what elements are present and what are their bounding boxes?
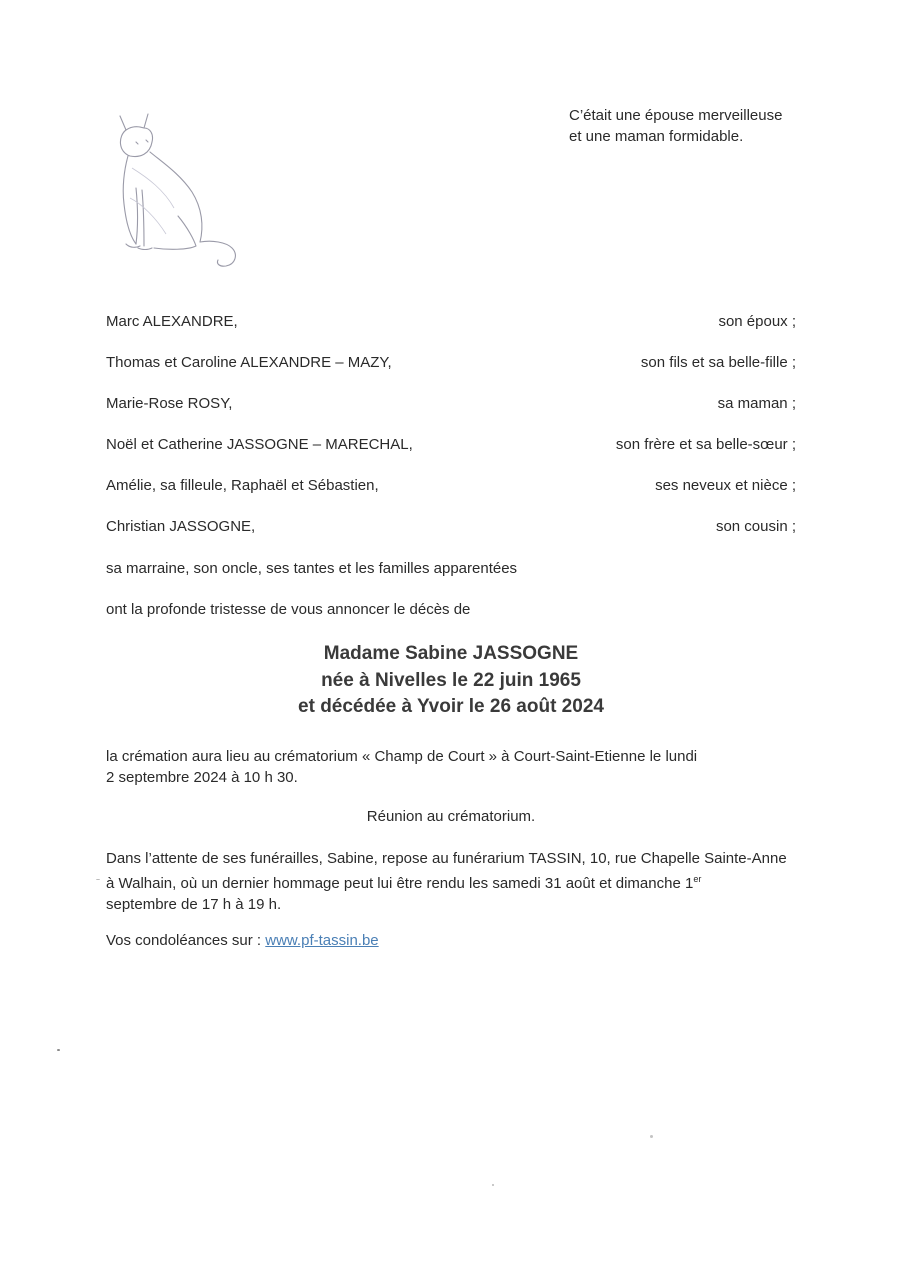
family-member-name: Thomas et Caroline ALEXANDRE – MAZY,: [106, 354, 392, 371]
family-row: [106, 518, 796, 540]
scan-speck: [96, 879, 100, 880]
family-member-name: Christian JASSOGNE,: [106, 518, 256, 535]
visitation-line-2-text: à Walhain, où un dernier hommage peut lui être rendu les samedi 31 août et dimanche 1: [106, 875, 694, 892]
condolences-line: [106, 932, 379, 949]
cremation-line-2: 2 septembre 2024 à 10 h 30.: [106, 769, 298, 786]
visitation-paragraph: [106, 848, 806, 915]
cremation-paragraph: [106, 746, 806, 788]
ordinal-suffix: er: [693, 874, 702, 884]
epitaph-line-2: et une maman formidable.: [569, 128, 744, 145]
scan-speck: [650, 1135, 653, 1138]
family-row: [106, 313, 796, 335]
family-member-relation: son cousin ;: [715, 518, 796, 535]
family-member-relation: son époux ;: [718, 313, 796, 330]
deceased-death: et décédée à Yvoir le 26 août 2024: [298, 696, 604, 717]
family-row: [106, 354, 796, 376]
epitaph-line-1: C’était une épouse merveilleuse: [569, 107, 783, 124]
other-relatives-line: sa marraine, son oncle, ses tantes et les familles apparentées: [106, 560, 518, 577]
family-member-name: Noël et Catherine JASSOGNE – MARECHAL,: [106, 436, 413, 453]
family-member-name: Marc ALEXANDRE,: [106, 313, 238, 330]
family-row: [106, 395, 796, 417]
deceased-name: Madame Sabine JASSOGNE: [323, 643, 579, 664]
family-member-name: Amélie, sa filleule, Raphaël et Sébastien,: [106, 477, 379, 494]
deceased-birth: née à Nivelles le 22 juin 1965: [321, 670, 581, 691]
epitaph-quote: [569, 105, 782, 147]
cremation-line-1: la crémation aura lieu au crématorium « Champ de Court » à Court-Saint-Etienne le lundi: [106, 748, 698, 765]
family-member-relation: ses neveux et nièce ;: [655, 477, 796, 494]
condolences-link[interactable]: www.pf-tassin.be: [265, 932, 379, 949]
scan-speck: [57, 1049, 60, 1051]
family-row: [106, 436, 796, 458]
visitation-line-2: [106, 869, 806, 894]
family-member-relation: son fils et sa belle-fille ;: [640, 354, 796, 371]
visitation-line-3: septembre de 17 h à 19 h.: [106, 896, 282, 913]
family-row: [106, 477, 796, 499]
family-member-relation: sa maman ;: [717, 395, 796, 412]
sitting-cat-drawing-icon: [108, 108, 248, 273]
family-member-relation: son frère et sa belle-sœur ;: [615, 436, 796, 453]
family-member-name: Marie-Rose ROSY,: [106, 395, 233, 412]
condolences-label: Vos condoléances sur :: [106, 932, 266, 949]
reunion-line: Réunion au crématorium.: [366, 808, 536, 825]
announcement-line: ont la profonde tristesse de vous annoncer le décès de: [106, 601, 471, 618]
scan-speck: [492, 1184, 494, 1186]
visitation-line-1: Dans l’attente de ses funérailles, Sabine, repose au funérarium TASSIN, 10, rue Chapelle Sainte-Anne: [106, 850, 787, 867]
